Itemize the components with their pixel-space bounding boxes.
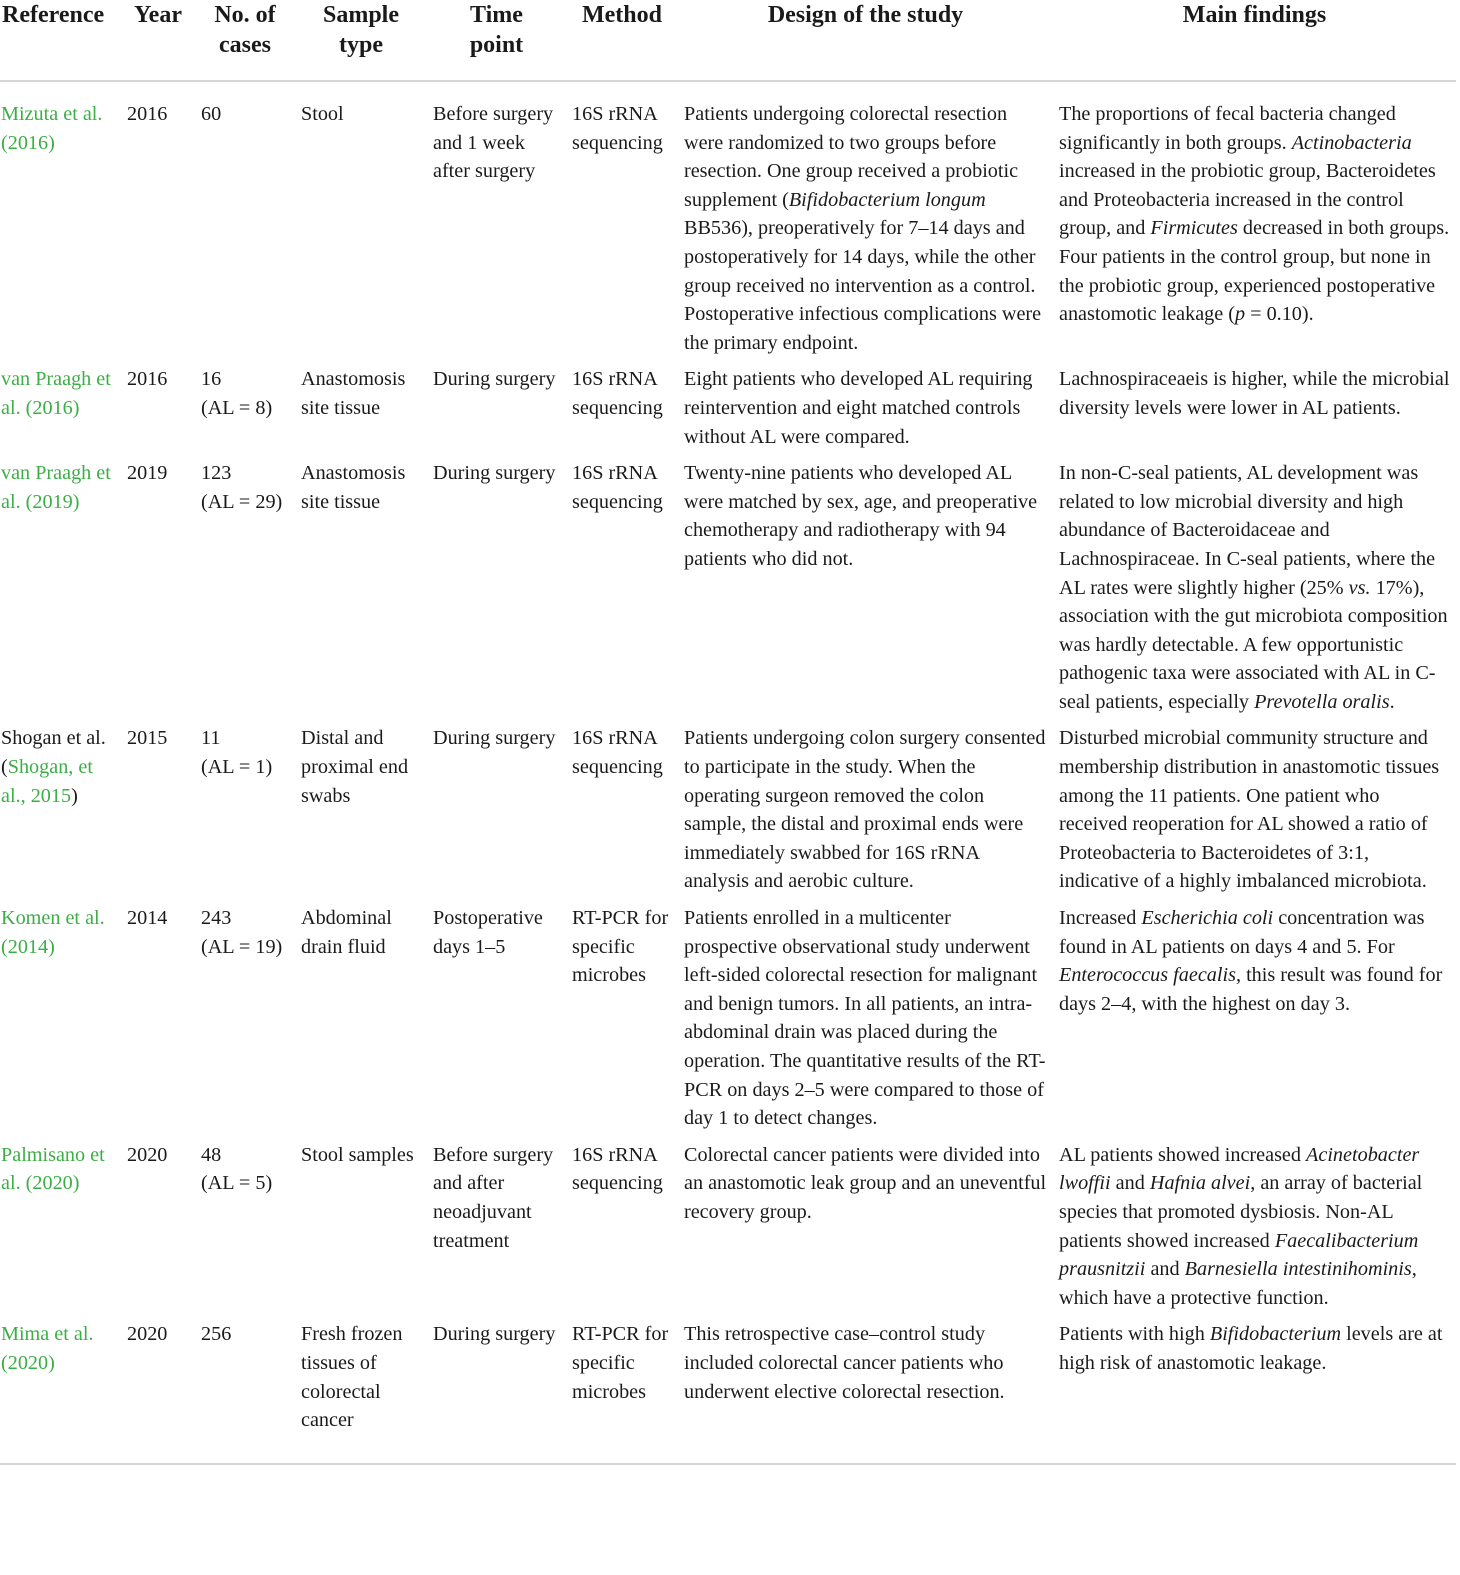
cell-reference [0,724,121,904]
cell-method [566,1141,678,1321]
cell-text: Stool samples [301,1143,414,1166]
header-line: cases [219,32,271,58]
cell-text: , an array of bacterial species that promoted dysbiosis. Non-AL patients showed increased [1059,1172,1423,1252]
cell-text: Fresh frozen tissues of colorectal cancer [301,1323,403,1432]
header-reference [0,0,121,81]
italic-text: p [1235,303,1246,326]
cell-text: = 0.10). [1245,303,1314,326]
cell-cases [195,1320,295,1463]
italic-text: Enterococcus faecalis [1059,964,1236,987]
cell-text: 2014 [127,907,168,930]
table-body [0,81,1456,1464]
header-method [566,0,678,81]
cell-findings [1053,365,1456,459]
cell-reference [0,459,121,724]
cell-text: Increased [1059,907,1142,930]
header-line: type [339,32,383,58]
cell-design [678,904,1053,1141]
cell-year [121,904,195,1141]
cell-text: 16S rRNA sequencing [572,1143,663,1195]
cell-text: 16S rRNA sequencing [572,103,663,154]
cell-reference [0,81,121,365]
cell-sample-type [295,81,427,365]
cell-text: 2020 [127,1323,168,1346]
cell-text: Anastomosis site tissue [301,462,406,513]
cell-text: 16 [201,368,222,391]
cell-reference [0,904,121,1141]
cell-method [566,459,678,724]
cell-text: , which have a protective function. [1059,1258,1417,1309]
cell-findings [1053,459,1456,724]
cell-text: and [1145,1258,1185,1281]
cell-time-point [427,724,566,904]
header-line: Sample [322,2,399,28]
citation-link[interactable]: Shogan, et al., 2015 [1,756,93,807]
header-sample-type [295,0,427,81]
citation-link[interactable]: Komen et al. (2014) [1,907,105,958]
table-row [0,1320,1456,1463]
cell-text: 2016 [127,368,168,391]
cell-sample-type [295,904,427,1141]
cell-reference [0,365,121,459]
table-row [0,1141,1456,1321]
header-design-of-study [678,0,1053,81]
cell-text: Distal and proximal end swabs [301,727,409,807]
cell-text: Before surgery and after neoadjuvant treatment [433,1143,554,1252]
cell-text: Patients with high [1059,1323,1210,1346]
cell-time-point [427,1141,566,1321]
cell-text: 16S rRNA sequencing [572,462,663,513]
cell-method [566,724,678,904]
cell-text: (AL = 29) [201,490,283,513]
header-year [121,0,195,81]
cell-design [678,1320,1053,1463]
header-line: Time [470,2,523,28]
cell-reference [0,1320,121,1463]
cell-text: 2020 [127,1143,168,1166]
cell-text: During surgery [433,462,556,485]
header-line: Year [134,2,182,28]
header-line: Main findings [1182,2,1327,28]
table-header [0,0,1456,81]
cell-cases [195,904,295,1141]
cell-sample-type [295,365,427,459]
cell-text: 11 [201,727,221,750]
italic-text: Escherichia coli [1141,907,1274,930]
cell-reference [0,1141,121,1321]
cell-sample-type [295,459,427,724]
italic-text: Bifidobacterium longum [788,188,986,211]
cell-text: decreased in both groups. Four patients in the control group, but none in the probiotic group, experienced postoperative anastomotic leakage ( [1059,217,1450,326]
cell-text: 16S rRNA sequencing [572,727,663,779]
citation-link[interactable]: van Praagh et al. (2019) [1,462,111,513]
italic-text: Prevotella oralis [1254,690,1390,713]
cell-text: This retrospective case–control study included colorectal cancer patients who underwent elective colorectal resection. [684,1323,1005,1403]
italic-text: Hafnia alvei [1149,1172,1251,1195]
cell-text: 123 [201,462,232,485]
header-time-point [427,0,566,81]
cell-text: Patients undergoing colon surgery consented to participate in the study. When the operating surgeon removed the colon sample, the distal and proximal ends were immediately swabbed for 16S rRNA analysis and aerobic culture. [684,727,1046,893]
citation-link[interactable]: Palmisano et al. (2020) [1,1143,105,1195]
cell-text: Before surgery and 1 week after surgery [433,103,554,183]
cell-cases [195,1141,295,1321]
cell-sample-type [295,1320,427,1463]
cell-findings [1053,904,1456,1141]
cell-text: 17%), association with the gut microbiota composition was hardly detectable. A few opportunistic pathogenic taxa were associated with AL in C-seal patients, especially [1059,576,1448,713]
cell-year [121,724,195,904]
italic-text: Firmicutes [1150,217,1238,240]
cell-text: (AL = 8) [201,396,273,419]
cell-text: Lachnospiraceaeis is higher, while the microbial diversity levels were lower in AL patients. [1059,368,1450,419]
cell-time-point [427,1320,566,1463]
cell-cases [195,81,295,365]
cell-text: Eight patients who developed AL requiring reintervention and eight matched controls without AL were compared. [684,368,1033,448]
cell-design [678,81,1053,365]
cell-text: During surgery [433,1323,556,1346]
header-line: point [469,32,524,58]
table-row [0,459,1456,724]
cell-text: concentration was found in AL patients on days 4 and 5. For [1059,907,1425,958]
cell-text: Patients undergoing colorectal resection were randomized to two groups before resection. One group received a probiotic supplement ( [684,103,1019,211]
italic-text: Faecalibacterium prausnitzii [1059,1229,1419,1281]
header-line: Method [582,2,662,28]
header-row [0,0,1456,81]
cell-time-point [427,81,566,365]
italic-text: Barnesiella intestinihominis [1184,1258,1412,1281]
cell-design [678,365,1053,459]
cell-text: 2015 [127,727,168,750]
cell-text: Abdominal drain fluid [301,907,392,958]
cell-time-point [427,459,566,724]
cell-cases [195,459,295,724]
cell-findings [1053,1141,1456,1321]
cell-method [566,81,678,365]
header-line: Reference [2,2,105,28]
cell-text: During surgery [433,368,556,391]
cell-text: 60 [201,103,222,125]
cell-year [121,1141,195,1321]
table-row [0,81,1456,365]
cell-cases [195,365,295,459]
cell-text: Twenty-nine patients who developed AL were matched by sex, age, and preoperative chemotherapy and radiotherapy with 94 patients who did not. [684,462,1038,570]
citation-link[interactable]: Mizuta et al. (2016) [1,103,103,154]
cell-text: Postoperative days 1–5 [433,907,543,958]
cell-time-point [427,365,566,459]
cell-design [678,459,1053,724]
cell-text: Colorectal cancer patients were divided into an anastomotic leak group and an uneventful recovery group. [684,1143,1047,1223]
cell-text: AL patients showed increased [1059,1143,1307,1166]
cell-text: (AL = 1) [201,756,273,779]
header-no-of-cases [195,0,295,81]
cell-text: Disturbed microbial community structure and membership distribution in anastomotic tissues among the 11 patients. One patient who received reoperation for AL showed a ratio of Proteobacteria to Bacteroidetes of 3:1, indicative of a highly imbalanced microbiota. [1059,727,1440,893]
cell-text: RT-PCR for specific microbes [572,907,669,987]
cell-text: (AL = 5) [201,1172,273,1195]
cell-year [121,459,195,724]
header-main-findings [1053,0,1456,81]
table-row [0,904,1456,1141]
table-row [0,365,1456,459]
header-line: No. of [214,2,276,28]
cell-text: 243 [201,907,232,930]
cell-text: , this result was found for days 2–4, with the highest on day 3. [1059,964,1443,1015]
cell-time-point [427,904,566,1141]
cell-text: During surgery [433,727,556,750]
cell-text: 48 [201,1143,222,1166]
cell-text: Patients enrolled in a multicenter prospective observational study underwent left-sided colorectal resection for malignant and benign tumors. In all patients, an intra-abdominal drain was placed during the operation. The quantitative results of the RT-PCR on days 2–5 were compared to those of day 1 to detect changes. [684,907,1046,1130]
cell-method [566,1320,678,1463]
cell-text: BB536), preoperatively for 7–14 days and postoperatively for 14 days, while the other group received no intervention as a control. Postoperative infectious complications were the primary endpoint. [684,217,1042,354]
cell-text: (AL = 19) [201,935,283,958]
cell-text: levels are at high risk of anastomotic leakage. [1059,1323,1443,1374]
cell-cases [195,724,295,904]
cell-text: Anastomosis site tissue [301,368,406,419]
cell-text: The proportions of fecal bacteria changed significantly in both groups. [1059,103,1396,154]
cell-findings [1053,81,1456,365]
cell-year [121,1320,195,1463]
cell-text: Stool [301,103,344,125]
cell-sample-type [295,1141,427,1321]
cell-text: ) [71,784,78,807]
cell-findings [1053,724,1456,904]
cell-text: . [1389,690,1395,713]
italic-text: Acinetobacter lwoffii [1059,1143,1420,1195]
italic-text: Actinobacteria [1291,131,1412,154]
cell-text: increased in the probiotic group, Bacteroidetes and Proteobacteria increased in the control group, and [1059,160,1436,240]
cell-sample-type [295,724,427,904]
cell-design [678,724,1053,904]
header-line: Design of the study [767,2,964,28]
cell-text: 2019 [127,462,168,485]
cell-text: 256 [201,1323,232,1346]
cell-year [121,365,195,459]
italic-text: Bifidobacterium [1209,1323,1342,1346]
cell-text: RT-PCR for specific microbes [572,1323,669,1403]
table-row [0,724,1456,904]
cell-year [121,81,195,365]
cell-text: and [1110,1172,1150,1195]
italic-text: vs. [1348,576,1371,599]
citation-link[interactable]: van Praagh et al. (2016) [1,368,111,419]
cell-text: In non-C-seal patients, AL development was related to low microbial diversity and high abundance of Bacteroidaceae and Lachnospiraceae. In C-seal patients, where the AL rates were slightly higher (25% [1059,462,1436,599]
cell-text: 2016 [127,103,168,125]
cell-findings [1053,1320,1456,1463]
cell-method [566,904,678,1141]
cell-text: Shogan et al. ( [1,727,106,779]
citation-link[interactable]: Mima et al. (2020) [1,1323,94,1374]
cell-method [566,365,678,459]
cell-text: 16S rRNA sequencing [572,368,663,419]
cell-design [678,1141,1053,1321]
